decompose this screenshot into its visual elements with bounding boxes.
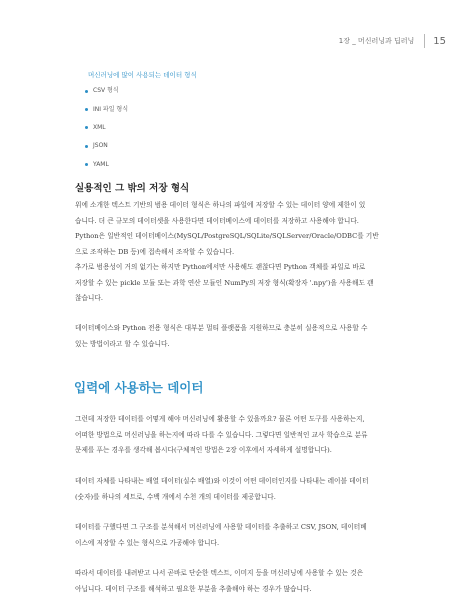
formats-list (85, 82, 128, 174)
subsection-heading: 실용적인 그 밖의 저장 형식 (75, 183, 190, 194)
list-item (85, 100, 128, 118)
bullet-icon (85, 145, 88, 148)
paragraph: 데이터베이스와 Python 전용 형식은 대부분 멀티 플랫폼을 지원하므로 충분히 실용적으로 사용할 수 있는 방법이라고 할 수 있습니다. (75, 324, 368, 348)
list-item-label: YAML (93, 160, 109, 168)
bullet-icon (85, 90, 88, 93)
paragraph: 데이터 자체를 나타내는 배열 데이터(실수 배열)와 이것이 어떤 데이터인지를 나타내는 레이블 데이터 (숫자)를 하나의 세트로, 수백 개에서 수천 개의 데이터를 제공합니다. (75, 477, 369, 501)
formats-list-title: 머신러닝에 많이 사용되는 데이터 형식 (88, 71, 197, 79)
list-item (85, 156, 128, 174)
paragraph: 그런데 저장한 데이터를 어떻게 해야 머신러닝에 활용할 수 있을까요? 물론 어떤 도구를 사용하는지, 어떠한 방법으로 머신러닝을 하는지에 따라 다를 수 있습니다. 그렇다면 일반적인 교사 학습으로 분류 문제를 푸는 경우를 생각해 봅시다(구체적인 방법은 2장 이후에서 자세하게 설명합니다). (75, 415, 368, 454)
paragraph: 따라서 데이터를 내려받고 나서 곧바로 단순한 텍스트, 이미지 등을 머신러닝에 사용할 수 있는 것은 아닙니다. 데이터 구조를 해석하고 필요한 부분을 추출해야 하는 경우가 많습니다. (75, 569, 364, 593)
paragraph: 추가로 범용성이 거의 없기는 하지만 Python에서만 사용해도 괜찮다면 Python 객체를 파일로 바로 저장할 수 있는 pickle 모듈 또는 과학 연산 모듈인 NumPy의 저장 형식(확장자 '.npy')을 사용해도 괜 찮습니다. (75, 263, 374, 302)
list-item-label: INI 파일 형식 (93, 105, 129, 113)
list-item-label: JSON (93, 142, 108, 150)
chapter-title: 1장 _ 머신러닝과 딥러닝 (338, 37, 415, 45)
list-item (85, 82, 128, 100)
bullet-icon (85, 126, 88, 129)
bullet-icon (85, 163, 88, 166)
bullet-icon (85, 108, 88, 111)
list-item (85, 137, 128, 155)
list-item-label: CSV 형식 (93, 87, 119, 95)
running-header (339, 33, 446, 49)
paragraph: 데이터를 구했다면 그 구조를 분석해서 머신러닝에 사용할 데이터를 추출하고 CSV, JSON, 데이터베 이스에 저장할 수 있는 형식으로 가공해야 합니다. (75, 523, 367, 547)
page-number: 15 (433, 35, 446, 47)
list-item (85, 119, 128, 137)
list-item-label: XML (93, 123, 106, 131)
section-heading: 입력에 사용하는 데이터 (74, 380, 204, 395)
paragraph: 위에 소개한 텍스트 기반의 범용 데이터 형식은 하나의 파일에 저장할 수 있는 데이터 양에 제한이 있 습니다. 더 큰 규모의 데이터셋을 사용한다면 데이터베이스에 데이터를 저장하고 사용해야 합니다. Python은 일반적인 데이터베이스(MySQL/PostgreSQL/SQLite/SQLServer/Oracle/ODBC를 기반 으로 조작하는 DB 등)에 접속해서 조작할 수 있습니다. (75, 201, 379, 256)
header-divider (424, 34, 425, 48)
